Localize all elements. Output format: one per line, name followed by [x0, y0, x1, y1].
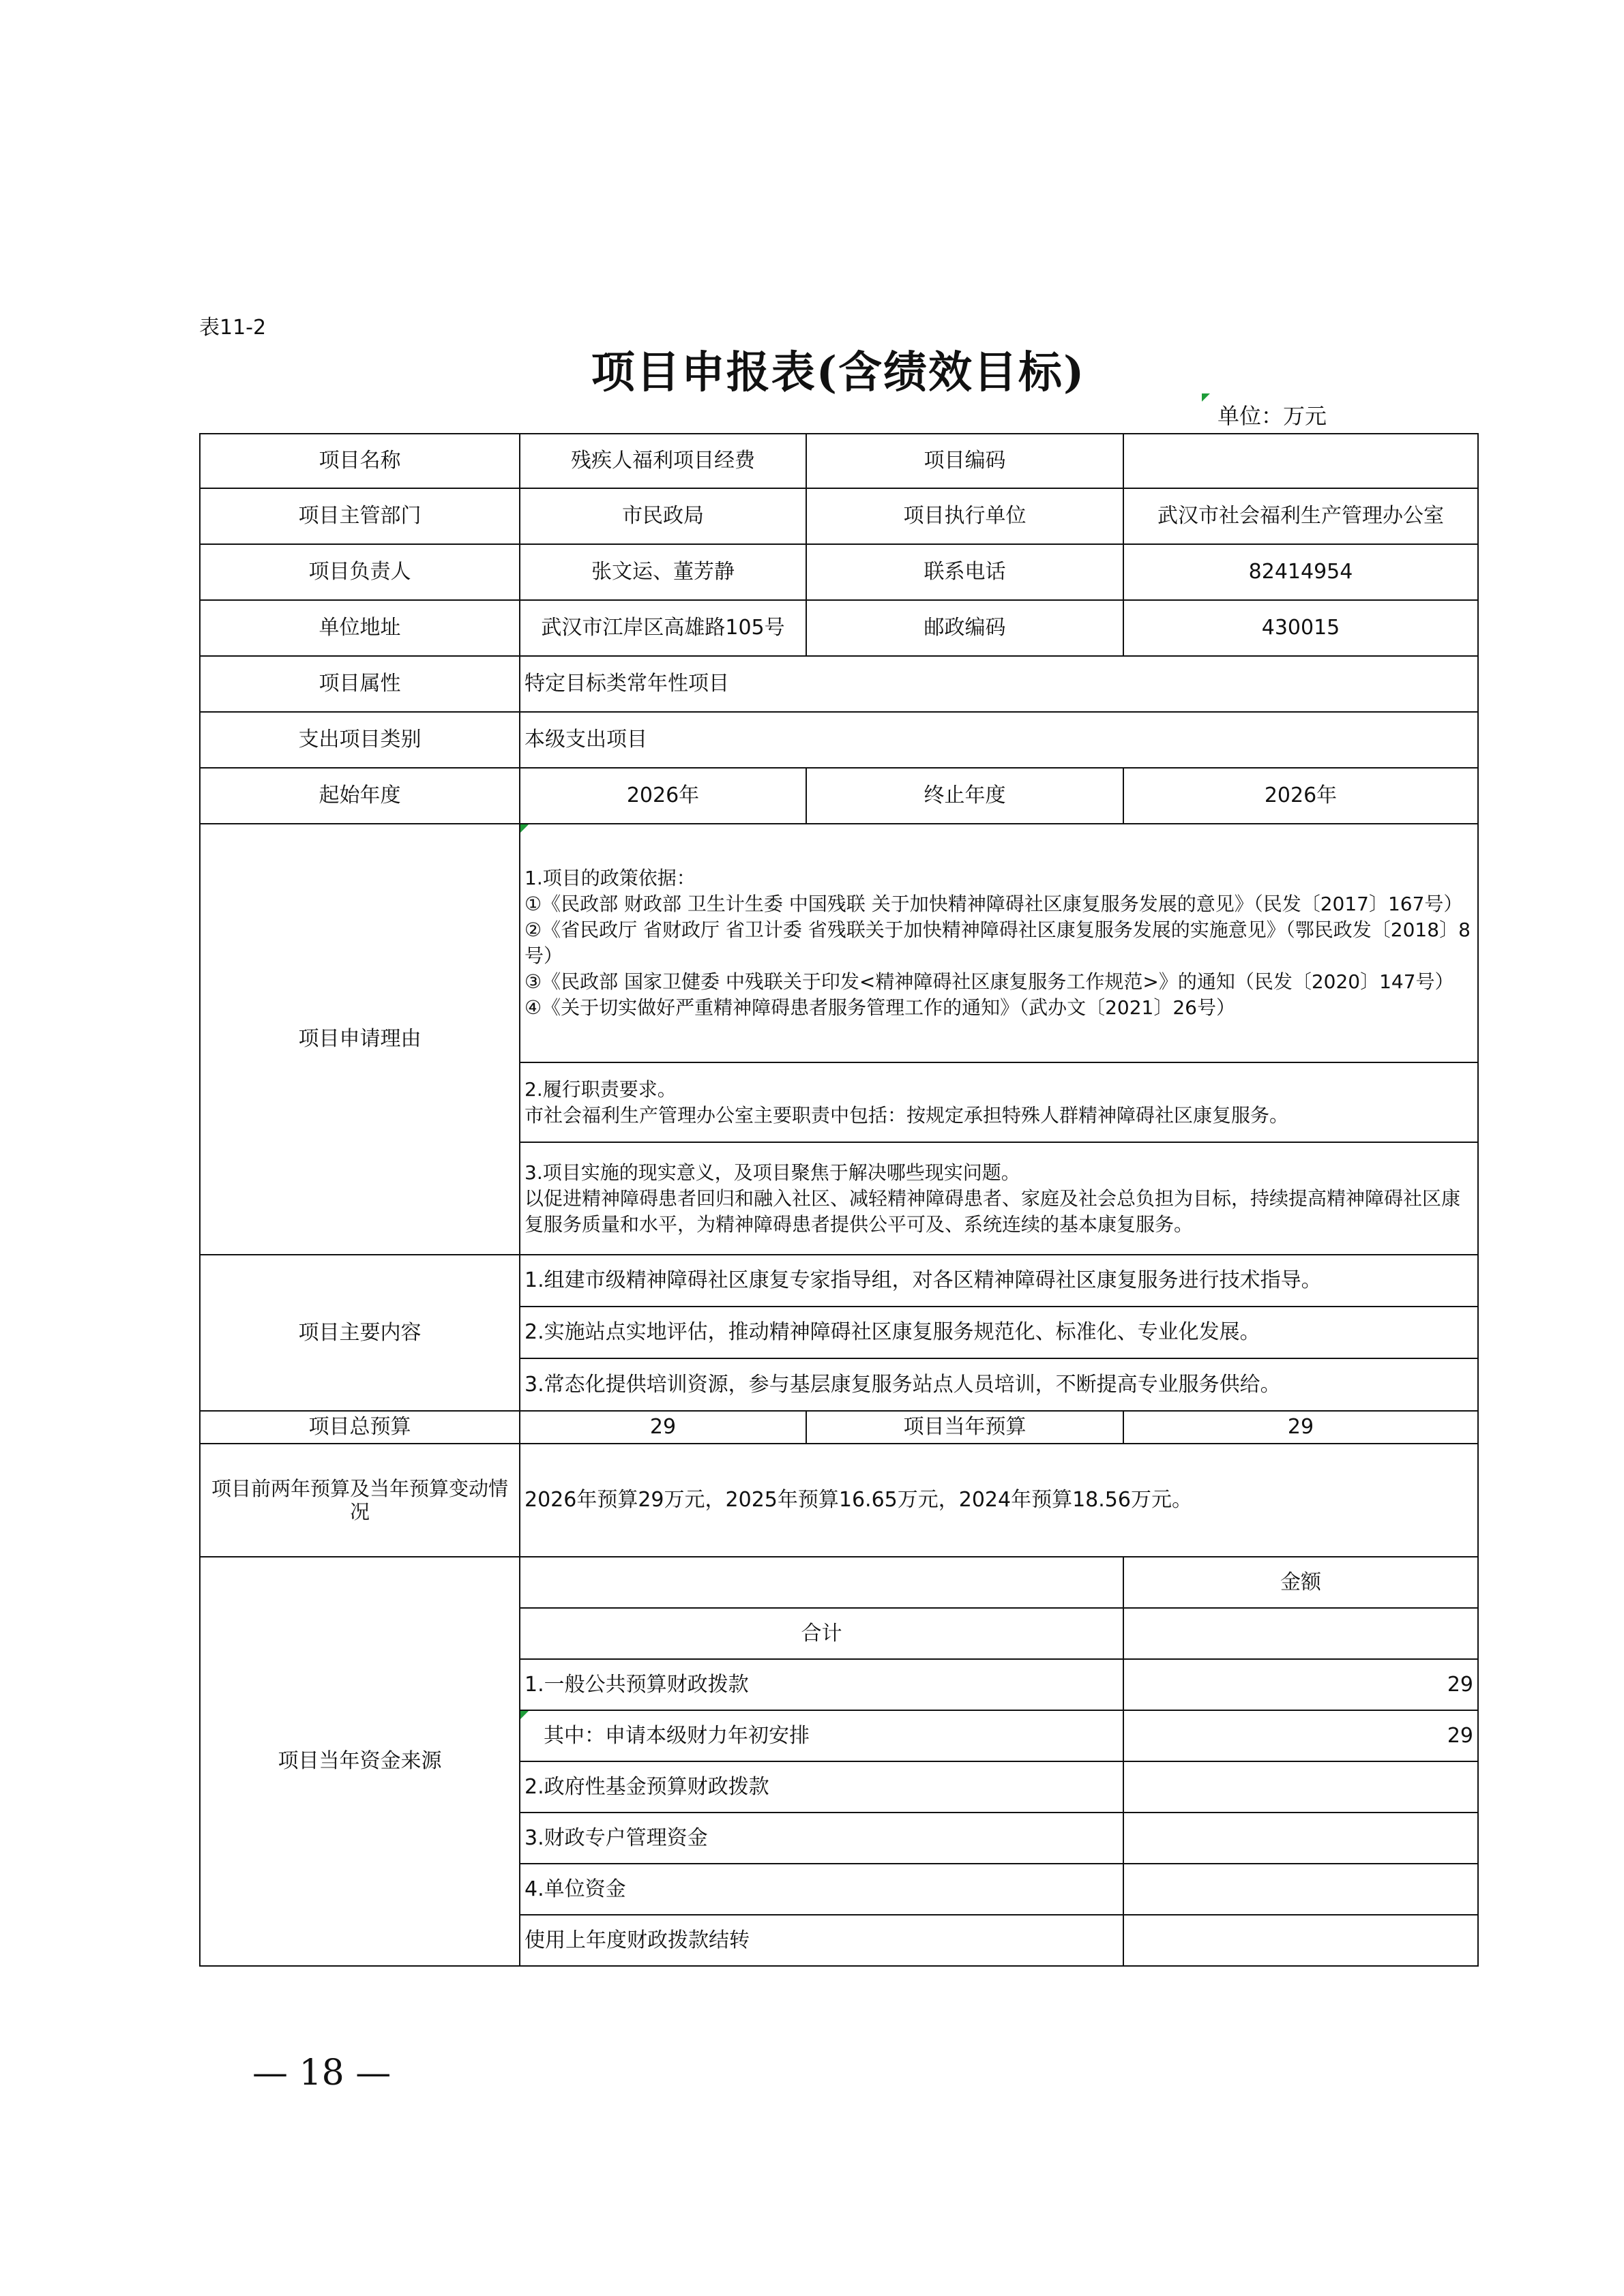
funding-item: [520, 1710, 1123, 1761]
funding-amount: 29: [1123, 1659, 1478, 1710]
reason-line: ①《民政部 财政部 卫生计生委 中国残联 关于加快精神障碍社区康复服务发展的意见》（民发〔2017〕167号）: [525, 893, 1463, 915]
funding-item-label: 其中：申请本级财力年初安排: [544, 1723, 810, 1748]
cell-label: 项目名称: [200, 434, 520, 488]
funding-amount: [1123, 1915, 1478, 1966]
funding-amount: [1123, 1864, 1478, 1915]
unit-label: 单位：万元: [1217, 403, 1327, 429]
cell-label: 终止年度: [806, 768, 1123, 824]
reason-significance: [520, 1142, 1478, 1255]
table-row: [200, 712, 1478, 768]
cell-label: 联系电话: [806, 544, 1123, 600]
cell-label: 项目编码: [806, 434, 1123, 488]
cell-label: 邮政编码: [806, 600, 1123, 656]
reason-duty: [520, 1062, 1478, 1142]
funding-amount: [1123, 1761, 1478, 1813]
reason-policy-basis: [520, 824, 1478, 1062]
cell-label: 项目属性: [200, 656, 520, 712]
funding-item: 3.财政专户管理资金: [520, 1813, 1123, 1864]
content-item: 1.组建市级精神障碍社区康复专家指导组，对各区精神障碍社区康复服务进行技术指导。: [520, 1255, 1478, 1307]
funding-item: 4.单位资金: [520, 1864, 1123, 1915]
project-table: [199, 433, 1479, 1967]
page-title: 项目申报表(含绩效目标): [591, 347, 1086, 398]
table-number: 表11-2: [199, 316, 267, 340]
managing-dept: 市民政局: [520, 488, 806, 544]
cell-marker-icon: [520, 824, 529, 833]
postal-code: 430015: [1123, 600, 1478, 656]
reason-line: 以促进精神障碍患者回归和融入社区、减轻精神障碍患者、家庭及社会总负担为目标，持续提高精神障碍社区康复服务质量和水平，为精神障碍患者提供公平可及、系统连续的基本康复服务。: [525, 1187, 1461, 1236]
funding-item: 2.政府性基金预算财政拨款: [520, 1761, 1123, 1813]
cell-marker-icon: [1202, 393, 1210, 402]
cell-label: 项目主管部门: [200, 488, 520, 544]
cell-label: 单位地址: [200, 600, 520, 656]
end-year: 2026年: [1123, 768, 1478, 824]
funding-label: 项目当年资金来源: [200, 1557, 520, 1966]
amount-header: 金额: [1123, 1557, 1478, 1608]
contact-phone: 82414954: [1123, 544, 1478, 600]
unit-address: 武汉市江岸区高雄路105号: [520, 600, 806, 656]
current-year-budget: 29: [1123, 1411, 1478, 1444]
project-code: [1123, 434, 1478, 488]
table-row: [200, 600, 1478, 656]
content-item: 2.实施站点实地评估，推动精神障碍社区康复服务规范化、标准化、专业化发展。: [520, 1307, 1478, 1358]
executing-unit: 武汉市社会福利生产管理办公室: [1123, 488, 1478, 544]
funding-header-blank: [520, 1557, 1123, 1608]
table-row: [200, 544, 1478, 600]
project-attribute: 特定目标类常年性项目: [520, 656, 1478, 712]
table-row: [200, 1255, 1478, 1307]
table-row: [200, 656, 1478, 712]
project-owner: 张文运、董芳静: [520, 544, 806, 600]
table-row: [200, 824, 1478, 1062]
table-row: [200, 488, 1478, 544]
table-row: [200, 1411, 1478, 1444]
page-number: — 18 —: [252, 2053, 392, 2093]
reason-line: 市社会福利生产管理办公室主要职责中包括：按规定承担特殊人群精神障碍社区康复服务。: [525, 1103, 1289, 1127]
cell-label: 支出项目类别: [200, 712, 520, 768]
start-year: 2026年: [520, 768, 806, 824]
budget-history: 2026年预算29万元，2025年预算16.65万元，2024年预算18.56万元。: [520, 1444, 1478, 1557]
total-budget: 29: [520, 1411, 806, 1444]
project-name: 残疾人福利项目经费: [520, 434, 806, 488]
table-row: [200, 1557, 1478, 1608]
cell-marker-icon: [520, 1711, 529, 1719]
funding-item: 1.一般公共预算财政拨款: [520, 1659, 1123, 1710]
funding-amount: [1123, 1813, 1478, 1864]
cell-label: 项目负责人: [200, 544, 520, 600]
cell-label: 起始年度: [200, 768, 520, 824]
reason-line: 1.项目的政策依据：: [525, 867, 696, 889]
expense-category: 本级支出项目: [520, 712, 1478, 768]
cell-label: 项目执行单位: [806, 488, 1123, 544]
cell-label: 项目总预算: [200, 1411, 520, 1444]
table-row: [200, 1444, 1478, 1557]
funding-total: [1123, 1608, 1478, 1659]
reason-line: ②《省民政厅 省财政厅 省卫计委 省残联关于加快精神障碍社区康复服务发展的实施意见》（鄂民政发〔2018〕8号）: [525, 919, 1471, 967]
funding-total-label: 合计: [520, 1608, 1123, 1659]
content-item: 3.常态化提供培训资源，参与基层康复服务站点人员培训，不断提高专业服务供给。: [520, 1358, 1478, 1411]
table-row: [200, 434, 1478, 488]
budget-history-label: 项目前两年预算及当年预算变动情况: [200, 1444, 520, 1557]
reason-line: ③《民政部 国家卫健委 中残联关于印发<精神障碍社区康复服务工作规范>》的通知（民发〔2020〕147号）: [525, 970, 1454, 993]
funding-item: 使用上年度财政拨款结转: [520, 1915, 1123, 1966]
reason-line: ④《关于切实做好严重精神障碍患者服务管理工作的通知》（武办文〔2021〕26号）: [525, 996, 1235, 1019]
cell-label: 项目当年预算: [806, 1411, 1123, 1444]
reason-line: 2.履行职责要求。: [525, 1077, 677, 1101]
reason-line: 3.项目实施的现实意义，及项目聚焦于解决哪些现实问题。: [525, 1161, 1020, 1184]
reason-label: 项目申请理由: [200, 824, 520, 1255]
funding-amount: 29: [1123, 1710, 1478, 1761]
table-row: [200, 768, 1478, 824]
content-label: 项目主要内容: [200, 1255, 520, 1411]
